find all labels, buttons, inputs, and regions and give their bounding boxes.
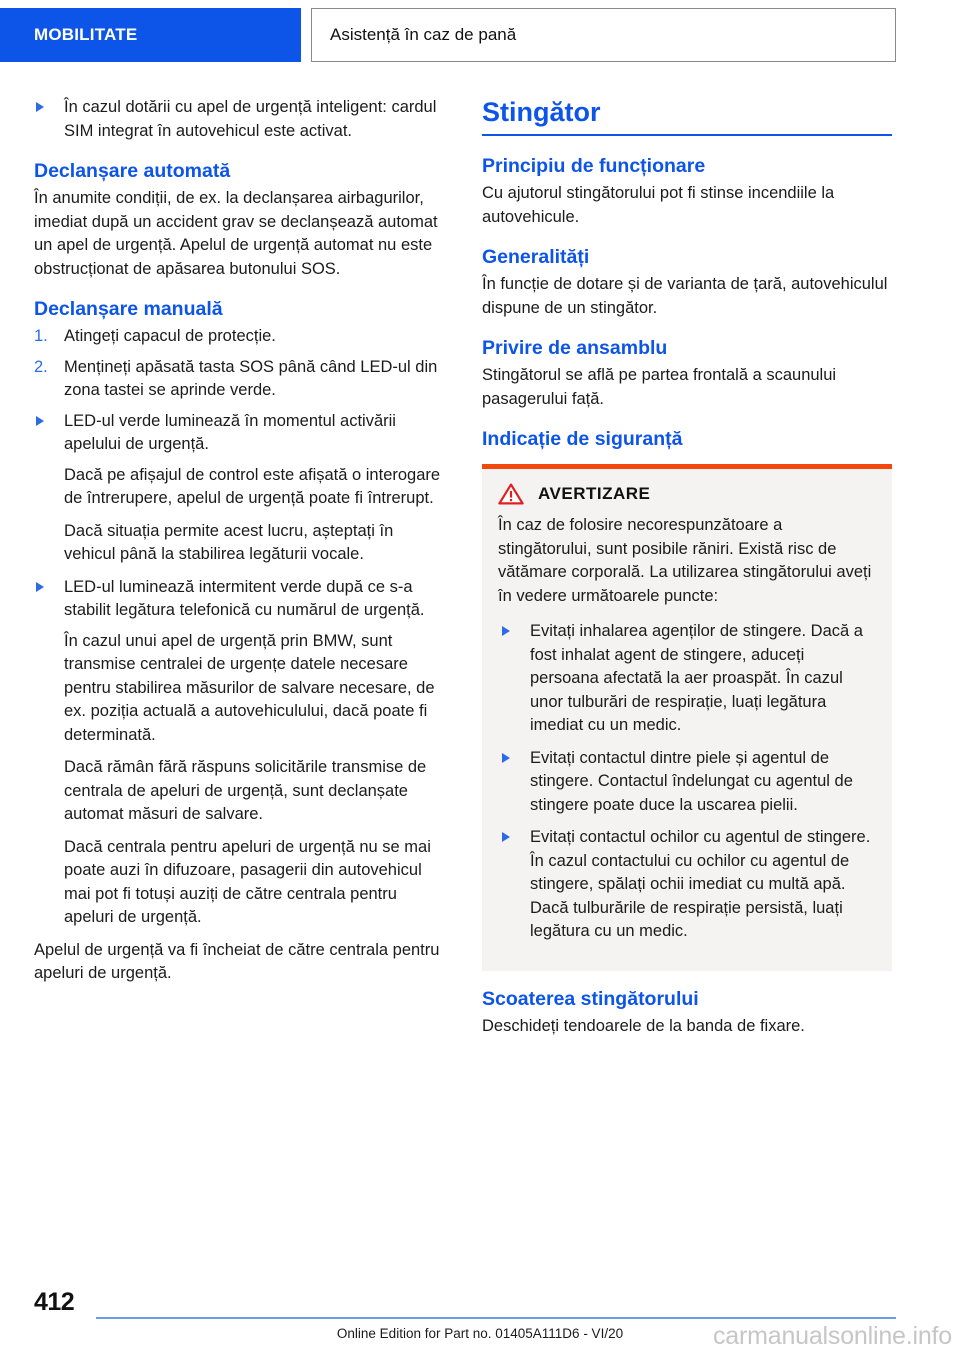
warning-header [498, 483, 876, 505]
header-chapter-tab [0, 8, 301, 62]
arrow-bullet-icon [36, 416, 44, 426]
footer-edition-note: Online Edition for Part no. 01405A111D6 - VI/20 [336, 1326, 624, 1341]
warning-triangle-icon [498, 483, 524, 505]
heading-generalitati: Generalități [482, 246, 590, 268]
header-section-label: Asistență în caz de pană [330, 25, 517, 44]
list-item [34, 356, 444, 403]
list-item-text: Atingeți capacul de protecție. [64, 327, 276, 345]
arrow-bullet-icon [502, 832, 510, 842]
list-item [34, 96, 444, 143]
list-item [498, 826, 876, 944]
heading-indicatie-siguranta: Indicație de siguranță [482, 428, 683, 450]
arrow-bullet-icon [36, 582, 44, 592]
footer-divider [96, 1317, 896, 1319]
manual-steps-list [34, 325, 444, 403]
heading-principiu: Principiu de funcționare [482, 155, 706, 177]
paragraph-privire-ansamblu: Stingătorul se află pe partea frontală a scaunului pasagerului față. [482, 366, 837, 408]
watermark-text: carmanualsonline.info [712, 1322, 952, 1350]
left-column [34, 96, 444, 997]
list-item-text: Mențineți apăsată tasta SOS până când LED-ul din zona tastei se aprinde verde. [64, 357, 438, 399]
result-paragraph: Dacă centrala pentru apeluri de urgență nu se mai poate auzi în difuzoare, pasagerii din autovehicul mai pot fi totuși auziți de către centrala pentru apeluri de urgență. [64, 837, 431, 926]
list-item [34, 410, 444, 457]
manual-results-list-2 [34, 576, 444, 623]
header-chapter-label: MOBILITATE [34, 25, 138, 44]
arrow-bullet-icon [502, 753, 510, 763]
manual-results-list [34, 410, 444, 457]
result-paragraph: Dacă situația permite acest lucru, așteptați în vehicul până la stabilirea legăturii vocale. [64, 521, 394, 563]
arrow-bullet-icon [502, 626, 510, 636]
list-item-text: Evitați contactul dintre piele și agentul de stingere. Contactul îndelungat cu agentul de stingere poate duce la uscarea pielii. [530, 748, 853, 814]
header-section-box [311, 8, 896, 62]
list-item-text: LED-ul luminează intermitent verde după ce s-a stabilit legătura telefonică cu numărul de urgență. [64, 577, 425, 619]
list-item-text: LED-ul verde luminează în momentul activării apelului de urgență. [64, 411, 396, 453]
list-item-text: În cazul dotării cu apel de urgență inteligent: cardul SIM integrat în autovehicul este activat. [64, 98, 437, 140]
result-paragraph: Dacă rămân fără răspuns solicitările transmise de centrala de apeluri de urgență, sunt declanșate automat măsuri de salvare. [64, 758, 427, 823]
closing-paragraph: Apelul de urgență va fi încheiat de către centrala pentru apeluri de urgență. [34, 940, 440, 982]
page-number: 412 [34, 1288, 75, 1316]
page-footer [0, 1282, 960, 1362]
page-header [0, 8, 960, 62]
heading-declansare-automata: Declanșare automată [34, 160, 231, 182]
result-paragraph: În cazul unui apel de urgență prin BMW, sunt transmise centralei de urgențe datele necesare pentru stabilirea măsurilor de salvare necesare, de ex. poziția actuală a autovehiculului, dacă poate fi determinată. [64, 631, 435, 744]
arrow-bullet-icon [36, 102, 44, 112]
list-item [34, 325, 444, 349]
list-item-text: Evitați inhalarea agenților de stingere. Dacă a fost inhalat agent de stingere, aduceți persoana afectată la aer proaspăt. În cazul unor tulburări de respirație, luați legătura imediat cu un medic. [530, 622, 863, 734]
warning-intro-text: În caz de folosire necorespunzătoare a stingătorului, sunt posibile răniri. Există risc de vătămare corporală. La utilizarea stingătorului aveți în vedere următoarele puncte: [498, 516, 872, 605]
warning-box [482, 464, 892, 971]
heading-privire-ansamblu: Privire de ansamblu [482, 337, 668, 359]
heading-scoaterea-stingatorului: Scoaterea stingătorului [482, 987, 699, 1010]
step-number: 1. [34, 327, 48, 345]
list-item [498, 747, 876, 818]
paragraph-generalitati: În funcție de dotare și de varianta de țară, autovehiculul dispune de un stingător. [482, 275, 888, 317]
paragraph-scoaterea-stingatorului: Deschideți tendoarele de la banda de fixare. [482, 1016, 805, 1035]
step-number: 2. [34, 357, 48, 376]
list-item [498, 620, 876, 738]
paragraph-principiu: Cu ajutorul stingătorului pot fi stinse incendiile la autovehicule. [482, 184, 835, 226]
result-paragraph: Dacă pe afișajul de control este afișată o interogare de întrerupere, apelul de urgență poate fi întrerupt. [64, 465, 441, 507]
intro-bullet-list [34, 96, 444, 143]
warning-bullet-list [498, 620, 876, 944]
list-item [34, 576, 444, 623]
heading-declansare-manuala: Declanșare manuală [34, 298, 223, 320]
warning-title: AVERTIZARE [538, 484, 651, 503]
right-column [482, 96, 892, 1049]
paragraph-declansare-automata: În anumite condiții, de ex. la declanșarea airbagurilor, imediat după un accident grav se declanșează automat un apel de urgență. Apelul de urgență automat nu este obstrucționat de apăsarea butonului SOS. [34, 189, 438, 278]
list-item-text: Evitați contactul ochilor cu agentul de stingere. În cazul contactului cu ochilor cu agentul de stingere, spălați ochii imediat cu multă apă. Dacă tulburările de respirație persistă, luați legătura cu un medic. [530, 828, 871, 940]
page-title: Stingător [482, 96, 892, 136]
